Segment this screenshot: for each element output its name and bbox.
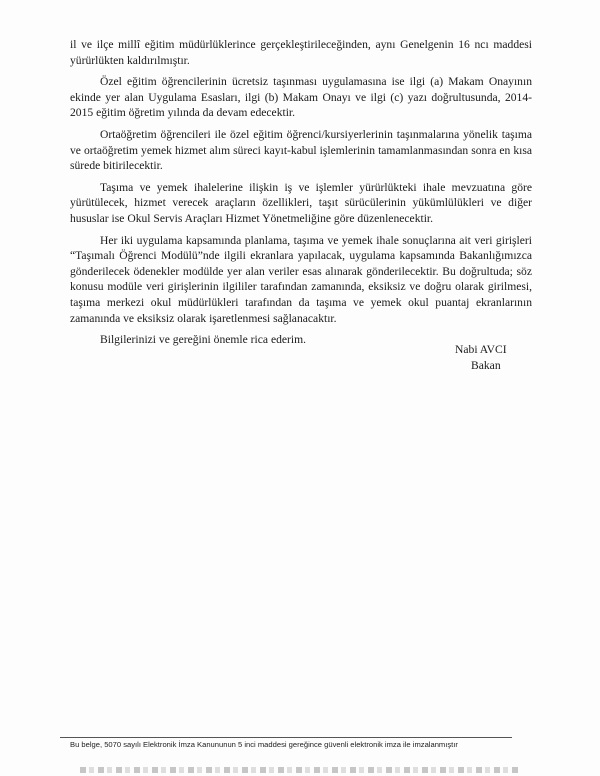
paragraph-secondary-education: Ortaöğretim öğrencileri ile özel eğitim öğrenci/kursiyerlerinin taşınmalarına yönelik taşıma ve ortaöğretim yemek hizmet alım süreci kayıt-kabul işlemlerinin tamamlanmasından sonra en kısa sürede bitirilecektir. [70, 127, 532, 173]
footer-cutoff-text [80, 767, 520, 773]
paragraph-closing: Bilgilerinizi ve gereğini önemle rica ederim. [100, 333, 307, 347]
signatory-title: Bakan [471, 359, 501, 372]
e-signature-note: Bu belge, 5070 sayılı Elektronik İmza Kanununun 5 inci maddesi gereğince güvenli elektronik imza ile imzalanmıştır [70, 740, 458, 749]
letter-body [70, 37, 532, 354]
footer-divider [60, 737, 512, 738]
paragraph-data-entry: Her iki uygulama kapsamında planlama, taşıma ve yemek ihale sonuçlarına ait veri girişleri “Taşımalı Öğrenci Modülü”nde ilgili ekranlara yapılacak, uygulama kapsamında Bakanlığımızca gönderilecek ödenekler modülde yer alan veriler esas alınarak gönderilecektir. Bu doğrultuda; söz konusu modüle veri girişlerinin ilgililer tarafından zamanında, eksiksiz ve doğru olarak girilmesi, taşıma merkezi okul müdürlükleri tarafından da taşıma ve yemek okul puantaj ekranlarının zamanında ve eksiksiz olarak işaretlenmesi sağlanacaktır. [70, 233, 532, 325]
paragraph-special-education: Özel eğitim öğrencilerinin ücretsiz taşınması uygulamasına ise ilgi (a) Makam Onayının ekinde yer alan Uygulama Esasları, ilgi (b) Makam Onayı ve ilgi (c) yazı doğrultusunda, 2014-2015 eğitim öğretim yılında da devam edecektir. [70, 75, 532, 120]
signatory-name: Nabi AVCI [455, 343, 507, 356]
signature-block [440, 342, 560, 374]
paragraph-continuation: il ve ilçe millî eğitim müdürlüklerince gerçekleştirileceğinden, aynı Genelgenin 16 ncı maddesi yürürlükten kaldırılmıştır. [70, 38, 532, 67]
paragraph-tenders: Taşıma ve yemek ihalelerine ilişkin iş ve işlemler yürürlükteki ihale mevzuatına göre yürütülecek, hizmet verecek araçların özellikleri, taşıt sürücülerinin yükümlülükleri ve diğer hususlar ise Okul Servis Araçları Hizmet Yönetmeliğine göre düzenlenecektir. [70, 180, 532, 225]
